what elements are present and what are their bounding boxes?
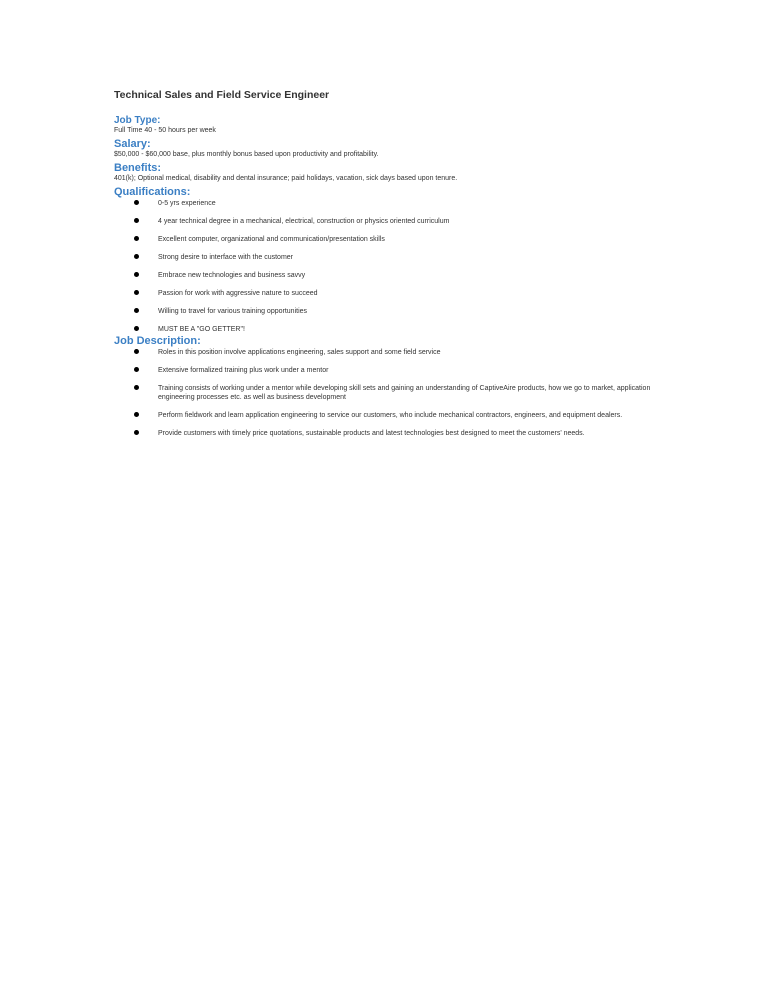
list-item (114, 235, 658, 244)
benefits-text: 401(k); Optional medical, disability and dental insurance; paid holidays, vacation, sick days based upon tenure. (114, 175, 458, 182)
list-item-text: Embrace new technologies and business savvy (158, 272, 306, 279)
list-item (114, 384, 658, 402)
qualifications-heading: Qualifications: (114, 186, 191, 198)
list-item (114, 253, 658, 262)
list-item (114, 348, 658, 357)
list-item (114, 271, 658, 280)
list-item (114, 199, 658, 208)
list-item-text: Provide customers with timely price quotations, sustainable products and latest technologies best designed to meet the customers' needs. (158, 430, 585, 437)
job-posting (114, 88, 658, 447)
bullet-icon (134, 385, 139, 390)
list-item (114, 366, 658, 375)
bullet-icon (134, 349, 139, 354)
qualifications-list (114, 199, 658, 334)
list-item (114, 411, 658, 420)
list-item (114, 429, 658, 438)
list-item (114, 325, 658, 334)
bullet-icon (134, 367, 139, 372)
list-item-text: 4 year technical degree in a mechanical, electrical, construction or physics oriented curriculum (158, 218, 450, 225)
bullet-icon (134, 308, 139, 313)
bullet-icon (134, 236, 139, 241)
bullet-icon (134, 412, 139, 417)
list-item-text: Roles in this position involve applications engineering, sales support and some field service (158, 349, 441, 356)
job-description-list (114, 348, 658, 438)
benefits-heading: Benefits: (114, 162, 162, 174)
list-item-text: 0-5 yrs experience (158, 200, 216, 207)
list-item-text: MUST BE A "GO GETTER"! (158, 326, 245, 333)
list-item-text: Training consists of working under a mentor while developing skill sets and gaining an understanding of CaptiveAire products, how we go to market, application engineering processes etc. as well as business development (158, 385, 651, 401)
bullet-icon (134, 254, 139, 259)
salary-text: $50,000 - $60,000 base, plus monthly bonus based upon productivity and profitability. (114, 151, 379, 158)
salary-heading: Salary: (114, 138, 151, 150)
job-type-heading: Job Type: (114, 115, 161, 126)
list-item-text: Extensive formalized training plus work under a mentor (158, 367, 329, 374)
bullet-icon (134, 272, 139, 277)
job-description-heading: Job Description: (114, 335, 201, 347)
bullet-icon (134, 200, 139, 205)
bullet-icon (134, 326, 139, 331)
list-item (114, 217, 658, 226)
list-item-text: Strong desire to interface with the customer (158, 254, 294, 261)
bullet-icon (134, 290, 139, 295)
list-item-text: Excellent computer, organizational and communication/presentation skills (158, 236, 385, 243)
list-item (114, 307, 658, 316)
list-item (114, 289, 658, 298)
list-item-text: Passion for work with aggressive nature to succeed (158, 290, 318, 297)
list-item-text: Willing to travel for various training opportunities (158, 308, 308, 315)
bullet-icon (134, 218, 139, 223)
job-type-text: Full Time 40 - 50 hours per week (114, 127, 216, 134)
page-title: Technical Sales and Field Service Engineer (114, 89, 330, 101)
list-item-text: Perform fieldwork and learn application engineering to service our customers, who include mechanical contractors, engineers, and equipment dealers. (158, 412, 623, 419)
bullet-icon (134, 430, 139, 435)
